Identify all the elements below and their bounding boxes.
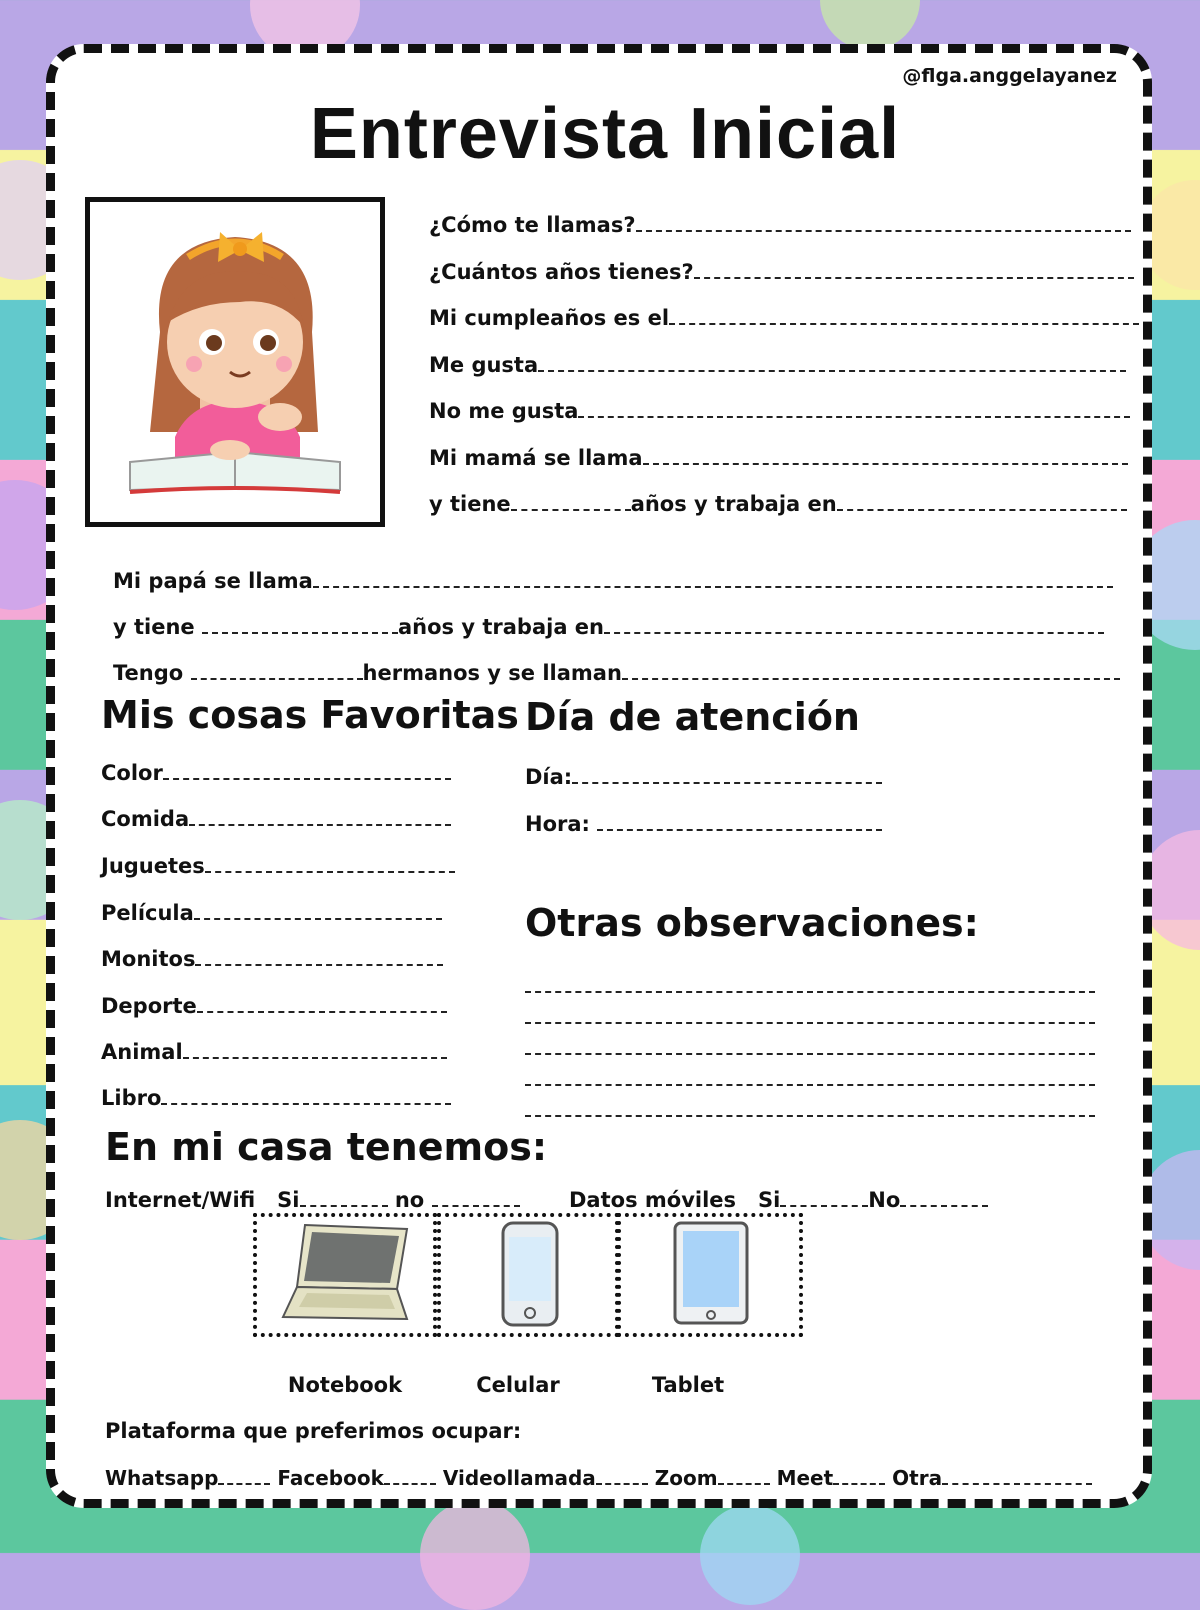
answer-blank[interactable]: [833, 1469, 885, 1485]
answer-blank[interactable]: [313, 572, 1113, 588]
answer-blank[interactable]: [596, 1469, 648, 1485]
father-name-field[interactable]: Mi papá se llama: [113, 569, 1113, 593]
answer-blank[interactable]: [578, 402, 1130, 418]
answer-blank[interactable]: [432, 1191, 520, 1207]
tablet-option[interactable]: [617, 1213, 803, 1337]
observation-line[interactable]: [525, 1084, 1095, 1086]
worksheet-card: [46, 44, 1152, 1508]
answer-blank[interactable]: [597, 815, 882, 831]
page-title: Entrevista Inicial: [309, 94, 901, 174]
internet-row[interactable]: Internet/Wifi Si no: [105, 1188, 520, 1212]
answer-blank[interactable]: [197, 997, 447, 1013]
answer-blank[interactable]: [837, 495, 1127, 511]
answer-blank[interactable]: [669, 309, 1139, 325]
answer-blank[interactable]: [384, 1469, 436, 1485]
platforms-row[interactable]: Whatsapp Facebook Videollamada Zoom Meet Otra: [105, 1466, 1092, 1490]
background-dot: [700, 1505, 800, 1605]
laptop-icon: [257, 1217, 433, 1333]
favorite-toys-field[interactable]: Juguetes: [101, 854, 455, 878]
girl-reading-illustration: [90, 202, 380, 522]
favorite-book-field[interactable]: Libro: [101, 1086, 451, 1110]
siblings-field[interactable]: Tengo hermanos y se llaman: [113, 661, 1120, 685]
observation-line[interactable]: [525, 1053, 1095, 1055]
favorite-animal-field[interactable]: Animal: [101, 1040, 447, 1064]
mother-name-field[interactable]: Mi mamá se llama: [429, 446, 1128, 470]
answer-blank[interactable]: [205, 857, 455, 873]
notebook-option[interactable]: [253, 1213, 437, 1337]
attention-heading: Día de atención: [525, 695, 860, 739]
birthday-field[interactable]: Mi cumpleaños es el: [429, 306, 1139, 330]
answer-blank[interactable]: [942, 1469, 1092, 1485]
answer-blank[interactable]: [191, 664, 363, 680]
dislikes-field[interactable]: No me gusta: [429, 399, 1130, 423]
answer-blank[interactable]: [218, 1469, 270, 1485]
observation-line[interactable]: [525, 991, 1095, 993]
phone-icon: [441, 1217, 615, 1333]
author-handle: @flga.anggelayanez: [902, 65, 1117, 87]
answer-blank[interactable]: [183, 1043, 447, 1059]
attention-hour-field[interactable]: Hora:: [525, 812, 882, 836]
answer-blank[interactable]: [161, 1089, 451, 1105]
answer-blank[interactable]: [202, 618, 398, 634]
celular-label: Celular: [476, 1373, 560, 1397]
notebook-label: Notebook: [287, 1373, 403, 1397]
mother-age-work-field[interactable]: y tiene años y trabaja en: [429, 492, 1127, 516]
favorite-color-field[interactable]: Color: [101, 761, 451, 785]
attention-day-field[interactable]: Día:: [525, 765, 882, 789]
answer-blank[interactable]: [622, 664, 1120, 680]
answer-blank[interactable]: [694, 263, 1134, 279]
answer-blank[interactable]: [780, 1191, 868, 1207]
answer-blank[interactable]: [300, 1191, 388, 1207]
platform-heading: Plataforma que preferimos ocupar:: [105, 1419, 522, 1443]
observation-line[interactable]: [525, 1115, 1095, 1117]
answer-blank[interactable]: [163, 764, 451, 780]
background-dot: [420, 1500, 530, 1610]
observations-heading: Otras observaciones:: [525, 901, 979, 945]
answer-blank[interactable]: [194, 904, 442, 920]
favorite-cartoons-field[interactable]: Monitos: [101, 947, 443, 971]
age-field[interactable]: ¿Cuántos años tienes?: [429, 260, 1134, 284]
celular-option[interactable]: [437, 1213, 619, 1337]
answer-blank[interactable]: [189, 810, 451, 826]
answer-blank[interactable]: [511, 495, 631, 511]
name-field[interactable]: ¿Cómo te llamas?: [429, 213, 1131, 237]
favorite-food-field[interactable]: Comida: [101, 807, 451, 831]
likes-field[interactable]: Me gusta: [429, 353, 1126, 377]
answer-blank[interactable]: [195, 950, 443, 966]
favorite-movie-field[interactable]: Película: [101, 901, 442, 925]
observation-line[interactable]: [525, 1022, 1095, 1024]
tablet-label: Tablet: [651, 1373, 725, 1397]
answer-blank[interactable]: [604, 618, 1104, 634]
answer-blank[interactable]: [718, 1469, 770, 1485]
answer-blank[interactable]: [538, 356, 1126, 372]
favorite-sport-field[interactable]: Deporte: [101, 994, 447, 1018]
tablet-icon: [621, 1217, 799, 1333]
mobile-data-row[interactable]: Datos móviles Si No: [569, 1188, 988, 1212]
favorites-heading: Mis cosas Favoritas: [101, 693, 519, 737]
home-heading: En mi casa tenemos:: [105, 1125, 548, 1169]
answer-blank[interactable]: [572, 768, 882, 784]
answer-blank[interactable]: [643, 449, 1128, 465]
answer-blank[interactable]: [900, 1191, 988, 1207]
answer-blank[interactable]: [636, 216, 1131, 232]
child-photo-frame: [85, 197, 385, 527]
father-age-work-field[interactable]: y tiene años y trabaja en: [113, 615, 1104, 639]
background-dot: [820, 0, 920, 50]
